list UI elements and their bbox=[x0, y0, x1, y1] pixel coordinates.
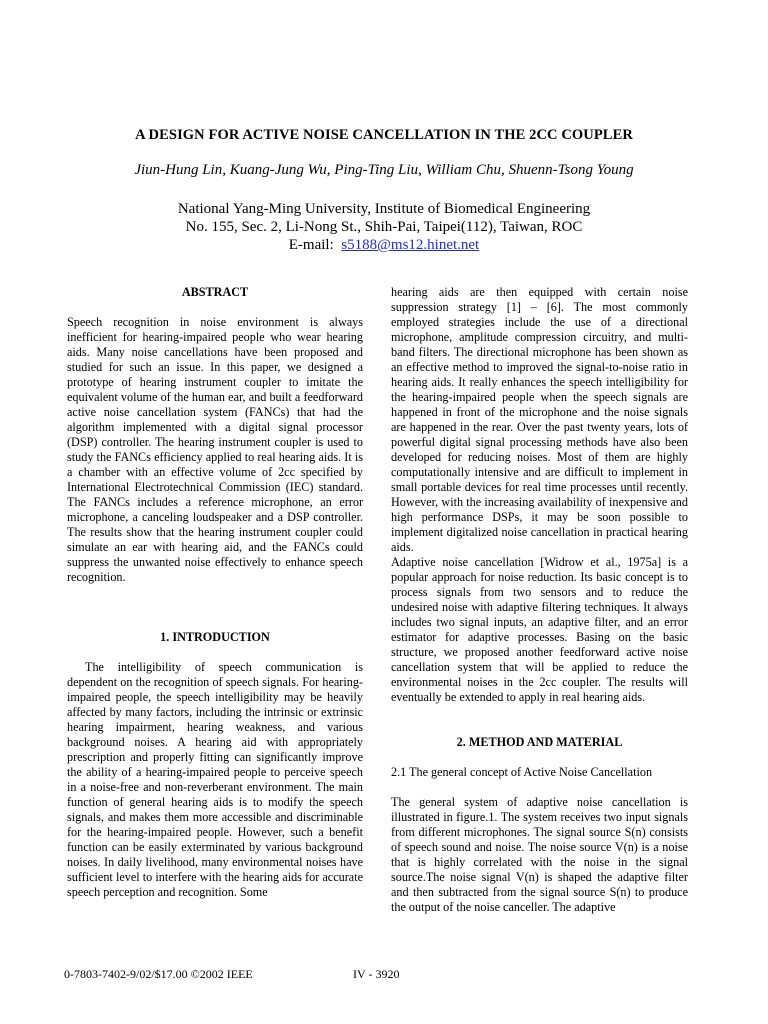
general-system-paragraph: The general system of adaptive noise cancellation is illustrated in figure.1. The system receives two input signals from different microphones. The signal source S(n) consists of speech sound and noise. The noise source V(n) is a noise that is highly correlated with the noise in the signal source.The noise signal V(n) is shaped the adaptive filter and then subtracted from the signal source S(n) to produce the output of the noise canceller. The adaptive bbox=[391, 795, 688, 914]
paper-title: A DESIGN FOR ACTIVE NOISE CANCELLATION IN THE 2CC COUPLER bbox=[135, 127, 633, 143]
author-list: Jiun-Hung Lin, Kuang-Jung Wu, Ping-Ting Liu, William Chu, Shuenn-Tsong Young bbox=[134, 162, 634, 178]
email-label: E-mail: bbox=[288, 237, 334, 253]
email-line bbox=[0, 236, 768, 254]
introduction-text: The intelligibility of speech communication is dependent on the recognition of speech signals. For hearing-impaired people, the speech intelligibility may be heavily affected by many factors, including the intrinsic or extrinsic hearing impairment, hearing weakness, and various background noises. A hearing aid with appropriately prescription and properly fitting can significantly improve the ability of a hearing-impaired people to perceive speech in a noise-free and non-reverberant environment. The main function of general hearing aids is to modify the speech signals, and makes them more accessible and discriminable for the hearing-impaired people. However, such a benefit function can be easily exterminated by various background noises. In daily livelihood, many environmental noises have sufficient level to interfere with the hearing aids for accurate speech perception and recognition. Some bbox=[67, 660, 363, 899]
affiliation-institute: National Yang-Ming University, Institute of Biomedical Engineering bbox=[177, 201, 591, 217]
adaptive-noise-paragraph: Adaptive noise cancellation [Widrow et al., 1975a] is a popular approach for noise reduction. Its basic concept is to process signals from two sensors and to reduce the undesired noise with adaptive filtering techniques. It always includes two signal inputs, an adaptive filter, and an error estimator for adaptive processes. Basing on the basic structure, we proposed another feedforward active noise cancellation system that will be applied to reduce the environmental noises in the 2cc coupler. The results will eventually be extended to apply in real hearing aids. bbox=[391, 555, 688, 704]
affiliation-block bbox=[0, 200, 768, 254]
introduction-heading: 1. INTRODUCTION bbox=[160, 630, 270, 644]
affiliation-address: No. 155, Sec. 2, Li-Nong St., Shih-Pai, Taipei(112), Taiwan, ROC bbox=[185, 219, 583, 235]
right-column bbox=[391, 285, 688, 915]
page-number: IV - 3920 bbox=[353, 967, 400, 981]
intro-continuation-paragraph: hearing aids are then equipped with certain noise suppression strategy [1] – [6]. The most commonly employed strategies include the use of a directional microphone, amplitude compression circuitry, and multi-band filters. The directional microphone has been shown as an effective method to improved the signal-to-noise ratio in hearing aids. It really enhances the speech intelligibility for the hearing-impaired people when the speech signals are happened in front of the microphone and the noise signals are happened in the rear. Over the past twenty years, lots of powerful digital signal processing methods have also been developed for reducing noises. Most of them are highly computationally intensive and are difficult to implement in small portable devices for real time processes until recently. However, with the increasing availability of inexpensive and high performance DSPs, it may be soon possible to implement digitalized noise cancellation in practical hearing aids. bbox=[391, 285, 688, 554]
abstract-text: Speech recognition in noise environment is always inefficient for hearing-impaired people who wear hearing aids. Many noise cancellations have been proposed and studied for such an issue. In this paper, we designed a prototype of hearing instrument coupler to imitate the equivalent volume of the human ear, and built a feedforward active noise cancellation system (FANCs) that had the algorithm implemented with a digital signal processor (DSP) controller. The hearing instrument coupler is used to study the FANCs efficiency applied to real hearing aids. It is a chamber with an effective volume of 2cc specified by International Electrotechnical Commission (IEC) standard. The FANCs includes a reference microphone, an error microphone, a canceling loudspeaker and a DSP controller. The results show that the hearing instrument coupler could simulate an ear with hearing aid, and the FANCs could suppress the unwanted noise effectively to enhance speech recognition. bbox=[67, 315, 363, 584]
abstract-heading: ABSTRACT bbox=[181, 285, 249, 299]
subsection-heading: 2.1 The general concept of Active Noise Cancellation bbox=[391, 765, 653, 779]
email-link[interactable]: s5188@ms12.hinet.net bbox=[341, 237, 480, 253]
copyright-footer: 0-7803-7402-9/02/$17.00 ©2002 IEEE bbox=[64, 967, 253, 981]
left-column bbox=[67, 285, 363, 900]
method-heading: 2. METHOD AND MATERIAL bbox=[456, 735, 623, 749]
